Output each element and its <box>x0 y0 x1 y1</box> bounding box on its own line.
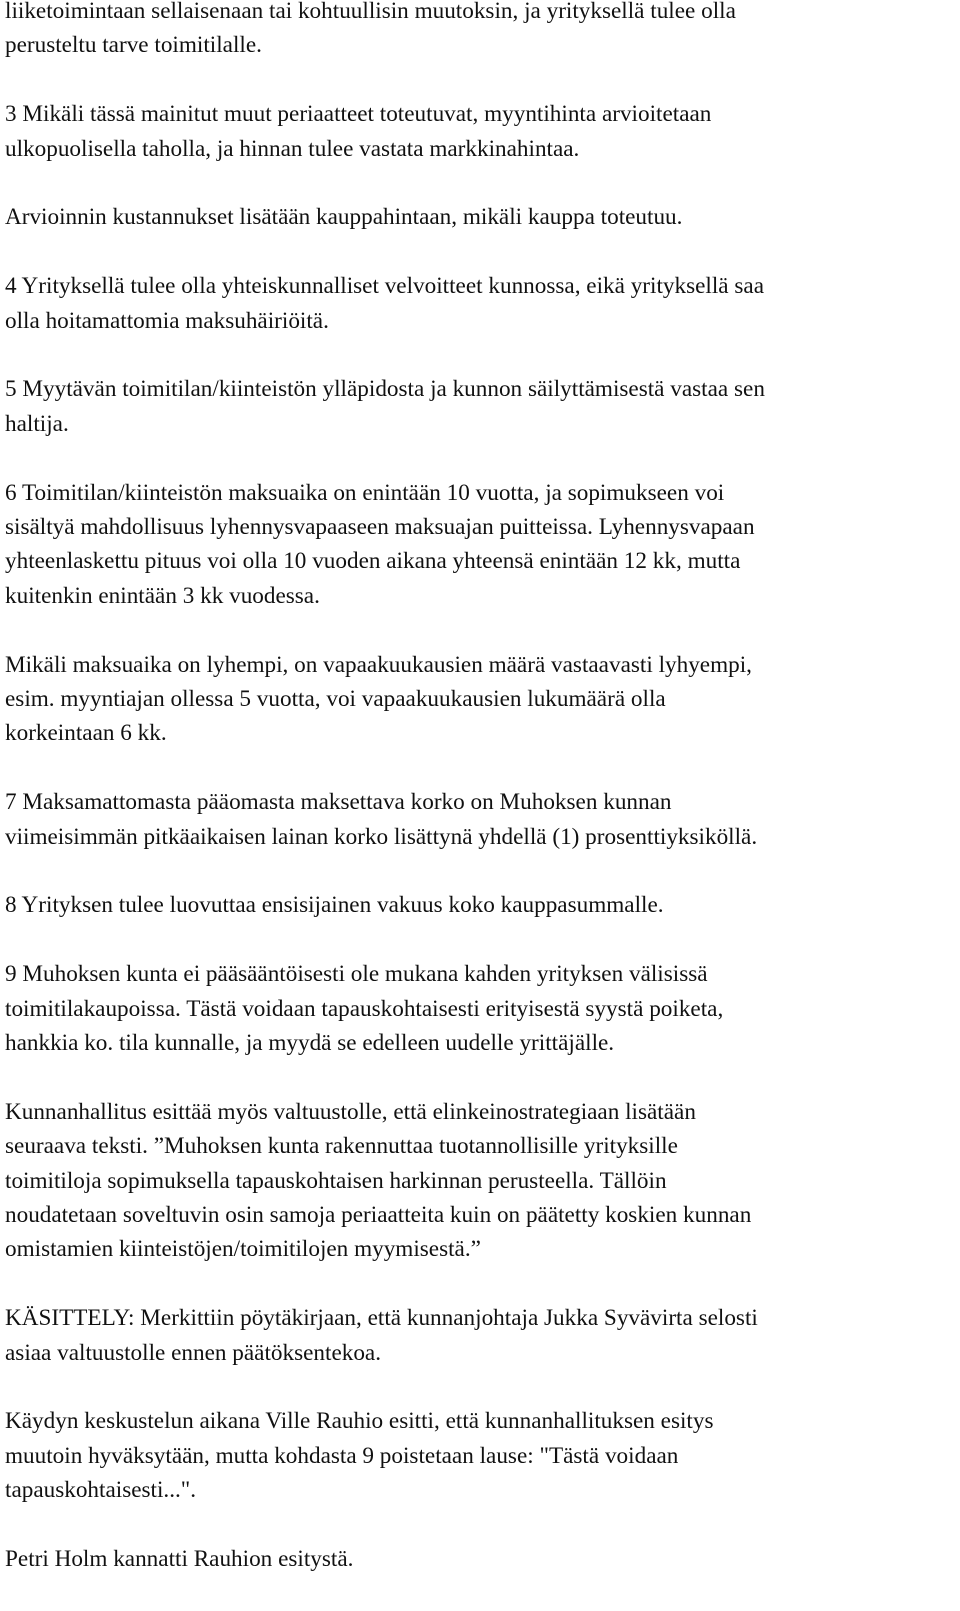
text-line: haltija. <box>5 410 69 437</box>
text-line: sisältyä mahdollisuus lyhennysvapaaseen maksuajan puitteissa. Lyhennysvapaan <box>5 514 755 541</box>
text-line: liiketoimintaan sellaisenaan tai kohtuullisin muutoksin, ja yrityksellä tulee olla <box>5 0 736 24</box>
paragraph-item-6 <box>5 476 955 614</box>
text-line: kuitenkin enintään 3 kk vuodessa. <box>5 582 320 609</box>
text-line: seuraava teksti. ”Muhoksen kunta rakennuttaa tuotannollisille yrityksille <box>5 1133 678 1160</box>
text-line: 8 Yrityksen tulee luovuttaa ensisijainen vakuus koko kauppasummalle. <box>5 892 664 919</box>
paragraph-item-4 <box>5 269 955 338</box>
document-page <box>5 0 955 1611</box>
paragraph-item-9 <box>5 957 955 1060</box>
text-line: Mikäli maksuaika on lyhempi, on vapaakuukausien määrä vastaavasti lyhyempi, <box>5 651 752 678</box>
paragraph-support <box>5 1542 955 1576</box>
text-line: olla hoitamattomia maksuhäiriöitä. <box>5 307 329 334</box>
text-line: muutoin hyväksytään, mutta kohdasta 9 poistetaan lause: "Tästä voidaan <box>5 1442 679 1469</box>
paragraph-discussion <box>5 1404 955 1507</box>
text-line: 5 Myytävän toimitilan/kiinteistön ylläpidosta ja kunnon säilyttämisestä vastaa sen <box>5 376 765 403</box>
text-line: 9 Muhoksen kunta ei pääsääntöisesti ole mukana kahden yrityksen välisissä <box>5 961 708 988</box>
paragraph-item-7 <box>5 785 955 854</box>
text-line: Kunnanhallitus esittää myös valtuustolle, että elinkeinostrategiaan lisätään <box>5 1098 696 1125</box>
text-line: toimitilakaupoissa. Tästä voidaan tapauskohtaisesti erityisestä syystä poiketa, <box>5 995 724 1022</box>
text-line: korkeintaan 6 kk. <box>5 720 167 747</box>
text-line: Petri Holm kannatti Rauhion esitystä. <box>5 1546 354 1573</box>
text-line: Arvioinnin kustannukset lisätään kauppahintaan, mikäli kauppa toteutuu. <box>5 204 683 231</box>
text-line: hankkia ko. tila kunnalle, ja myydä se edelleen uudelle yrittäjälle. <box>5 1030 615 1057</box>
text-line: omistamien kiinteistöjen/toimitilojen myymisestä.” <box>5 1236 481 1263</box>
paragraph-valuation-costs <box>5 200 955 234</box>
text-line: noudatetaan soveltuvin osin samoja periaatteita kuin on päätetty koskien kunnan <box>5 1202 752 1229</box>
paragraph-item-3 <box>5 97 955 166</box>
text-line: esim. myyntiajan ollessa 5 vuotta, voi vapaakuukausien lukumäärä olla <box>5 686 666 713</box>
paragraph-continuation <box>5 0 955 63</box>
paragraph-item-8 <box>5 888 955 922</box>
text-line: 3 Mikäli tässä mainitut muut periaatteet toteutuvat, myyntihinta arvioitetaan <box>5 101 712 128</box>
text-line: 4 Yrityksellä tulee olla yhteiskunnalliset velvoitteet kunnossa, eikä yrityksellä saa <box>5 273 764 300</box>
paragraph-item-5 <box>5 372 955 441</box>
paragraph-shorter-term <box>5 648 955 751</box>
text-line: 6 Toimitilan/kiinteistön maksuaika on enintään 10 vuotta, ja sopimukseen voi <box>5 479 725 506</box>
text-line: yhteenlaskettu pituus voi olla 10 vuoden aikana yhteensä enintään 12 kk, mutta <box>5 548 741 575</box>
text-line: perusteltu tarve toimitilalle. <box>5 32 262 59</box>
text-line: ulkopuolisella taholla, ja hinnan tulee vastata markkinahintaa. <box>5 135 580 162</box>
text-line: tapauskohtaisesti...". <box>5 1477 197 1504</box>
text-line: asiaa valtuustolle ennen päätöksentekoa. <box>5 1339 382 1366</box>
text-line: KÄSITTELY: Merkittiin pöytäkirjaan, että kunnanjohtaja Jukka Syvävirta selosti <box>5 1305 758 1332</box>
text-line: 7 Maksamattomasta pääomasta maksettava korko on Muhoksen kunnan <box>5 789 672 816</box>
text-line: toimitiloja sopimuksella tapauskohtaisen harkinnan perusteella. Tällöin <box>5 1167 667 1194</box>
text-line: viimeisimmän pitkäaikaisen lainan korko lisättynä yhdellä (1) prosenttiyksiköllä. <box>5 823 758 850</box>
paragraph-strategy-addition <box>5 1095 955 1267</box>
text-line: Käydyn keskustelun aikana Ville Rauhio esitti, että kunnanhallituksen esitys <box>5 1408 714 1435</box>
paragraph-processing <box>5 1301 955 1370</box>
